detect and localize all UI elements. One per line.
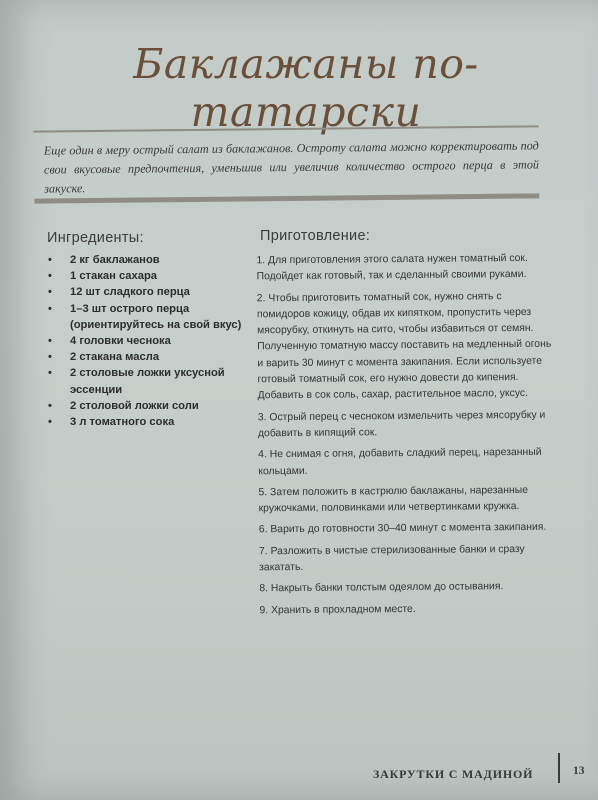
ingredient-item: • 1–3 шт острого перца (ориентируйтесь на свой вкус)	[44, 301, 244, 333]
intro-text: Еще один в меру острый салат из баклажанов. Остроту салата можно корректировать под свои вкусовые предпочтения, уменьшив или увеличив количество острого перца в этой закуске.	[43, 138, 540, 196]
ingredients-heading: Ингредиенты:	[47, 230, 144, 246]
preparation-steps	[256, 251, 555, 625]
step-text: 2. Чтобы приготовить томатный сок, нужно снять с помидоров кожицу, обдав их кипятком, пропустить через мясорубку, откинуть на сито, чтобы избавиться от семян. Полученную томатную массу поставить на медленный огонь и варить 30 минут с момента закипания. Если используете готовый томатный сок, его нужно довести до кипения. Добавить в сок соль, сахар, растительное масло, уксус.	[256, 290, 552, 402]
ingredient-item: • 2 стакана масла	[44, 349, 244, 365]
page-number: 13	[573, 765, 585, 777]
step-text: 1. Для приготовления этого салата нужен томатный сок. Подойдет как готовый, так и сделанный своими руками.	[256, 252, 528, 283]
ingredient-item: • 2 кг баклажанов	[44, 252, 244, 268]
recipe-title: Баклажаны по-татарски	[133, 40, 479, 136]
ingredients-list	[44, 252, 244, 430]
step-text: 9. Хранить в прохладном месте.	[259, 603, 416, 616]
footer-divider	[558, 753, 560, 783]
step-text: 7. Разложить в чистые стерилизованные банки и сразу закатать.	[258, 543, 525, 574]
footer-book-title: ЗАКРУТКИ С МАДИНОЙ	[373, 767, 534, 781]
step-text: 3. Острый перец с чесноком измельчить через мясорубку и добавить в кипящий сок.	[257, 409, 546, 440]
ingredient-item: • 2 столовые ложки уксусной эссенции	[44, 365, 244, 397]
step-text: 6. Варить до готовности 30–40 минут с момента закипания.	[258, 522, 547, 536]
step-text: 8. Накрыть банки толстым одеялом до остывания.	[259, 581, 504, 595]
ingredient-item: • 4 головки чеснока	[44, 333, 244, 349]
ingredient-item: • 2 столовой ложки соли	[44, 398, 244, 414]
ingredient-item: • 1 стакан сахара	[44, 268, 244, 284]
step-text: 5. Затем положить в кастрюлю баклажаны, нарезанные кружочками, половинками или четвертинками кружка.	[258, 484, 528, 515]
step-text: 4. Не снимая с огня, добавить сладкий перец, нарезанный кольцами.	[258, 447, 542, 477]
preparation-heading: Приготовление:	[260, 228, 371, 244]
ingredient-item: • 3 л томатного сока	[44, 414, 244, 430]
ingredient-item: • 12 шт сладкого перца	[44, 284, 244, 300]
